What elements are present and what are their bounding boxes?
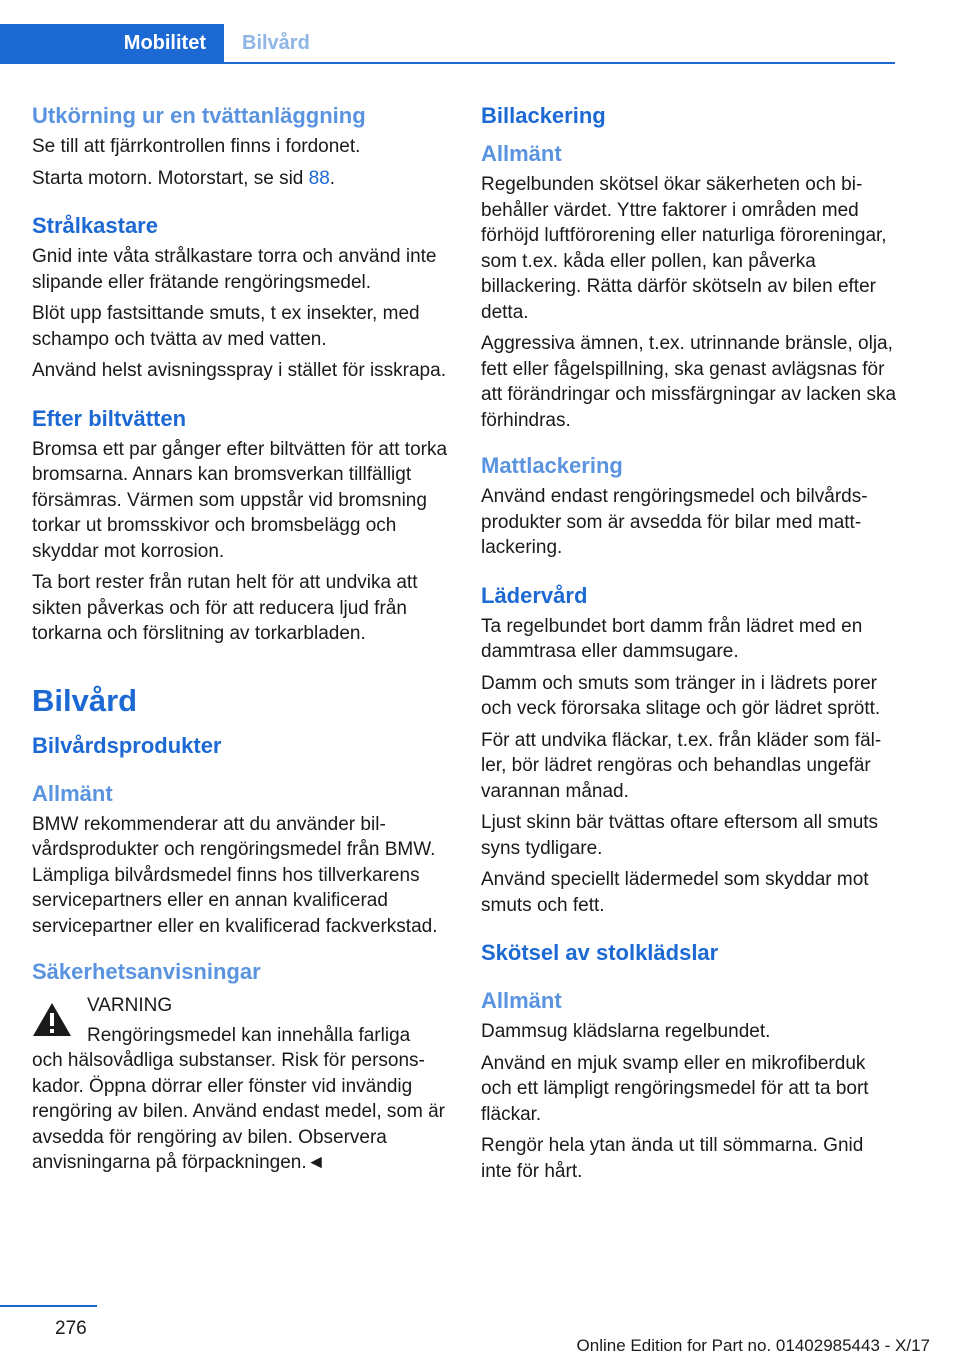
tab-mobilitet[interactable]: Mobilitet: [0, 24, 224, 62]
heading-bilvardsprodukter: Bilvårdsprodukter: [32, 732, 222, 758]
paragraph: Bromsa ett par gånger efter biltvätten för att torka bromsarna. Annars kan bromsverkan tillfälligt försämras. Värmen som uppstår vid bromsning torkar ut bromsskivor och bromsbelägg och skyddar mot korrosion.: [32, 438, 448, 562]
paragraph: Rengör hela ytan ända ut till sömmarna. Gnid inte för hårt.: [481, 1135, 864, 1182]
footer-rule: [0, 1305, 97, 1307]
footer-edition: Online Edition for Part no. 01402985443 - X/17: [576, 1336, 930, 1355]
subheading-allmant: Allmänt: [481, 141, 562, 166]
paragraph: Använd speciellt lädermedel som skyddar mot smuts och fett.: [481, 869, 869, 916]
left-column: [32, 101, 448, 1176]
warning-text: [32, 1023, 448, 1176]
heading-sakerhetsanvisningar: Säkerhetsanvisningar: [32, 959, 261, 984]
paragraph: Gnid inte våta strålkastare torra och använd inte slipande eller frätande rengöringsmedel.: [32, 246, 437, 293]
paragraph: Använd en mjuk svamp eller en mikrofiberduk och ett lämpligt rengöringsmedel för att ta bort fläckar.: [481, 1052, 869, 1125]
paragraph: Regelbunden skötsel ökar säkerheten och bibehåller värdet. Yttre faktorer i områden med förhöjd luftförorening eller naturliga föroreningar, som t.ex. kåda eller pollen, kan påverka billackering. Rätta därför skötseln av bilen efter detta.: [481, 174, 887, 323]
heading-lädervard: Lädervård: [481, 582, 588, 608]
paragraph: Damm och smuts som tränger in i lädrets porer och veck förorsaka slitage och gör lädret sprött.: [481, 672, 881, 719]
tab-bilvard[interactable]: Bilvård: [242, 32, 310, 54]
chapter-title: Bilvård: [32, 682, 138, 718]
page-link-88[interactable]: 88: [308, 167, 330, 189]
subheading-allmant: Allmänt: [32, 780, 113, 806]
paragraph: Ta bort rester från rutan helt för att undvika att sikten påverkas och för att reducera ljud från torkarna och förslitning av torkarbladen.: [32, 572, 418, 644]
page-number: 276: [55, 1318, 87, 1339]
paragraph: För att undvika fläckar, t.ex. från kläder som fäller, bör lädret rengöras och behandlas ungefär varannan månad.: [481, 729, 882, 802]
paragraph: Ta regelbundet bort damm från lädret med en dammtrasa eller dammsugare.: [481, 615, 863, 662]
heading-billackering: Billackering: [481, 103, 606, 128]
subheading-allmant: Allmänt: [481, 988, 562, 1013]
heading-stralkastare: Strålkastare: [32, 213, 158, 238]
paragraph: Dammsug klädslarna regelbundet.: [481, 1021, 771, 1042]
paragraph: Aggressiva ämnen, t.ex. utrinnande bränsle, olja, fett eller fågelspillning, ska genast avlägsnas för att förändringar och missfärgningar av lacken ska förhindras.: [481, 333, 897, 431]
subheading-mattlackering: Mattlackering: [481, 453, 623, 478]
paragraph: Blöt upp fastsittande smuts, t ex insekter, med schampo och tvätta av med vatten.: [32, 303, 420, 350]
paragraph-engine-start: [32, 166, 448, 192]
right-column: [481, 101, 897, 1190]
paragraph: BMW rekommenderar att du använder bilvårdsprodukter och rengöringsmedel från BMW. Lämpliga bilvårdsmedel finns hos tillverkarens servicepartners eller en annan kvalificerad servicepartner eller en kvalificerad fackverkstad.: [32, 813, 438, 937]
heading-utkorning: Utkörning ur en tvättanläggning: [32, 103, 366, 128]
warning-rest: och hälsovådliga substanser. Risk för personskador. Öppna dörrar eller fönster vid invändig rengöring av bilen. Använd endast medel, som är avsedda för rengöring av bilen. Observera anvisningarna på förpackningen.◄: [32, 1050, 445, 1173]
paragraph: Ljust skinn bär tvättas oftare eftersom all smuts syns tydligare.: [481, 812, 879, 859]
warning-line1: Rengöringsmedel kan innehålla farliga: [87, 1024, 411, 1046]
text: .: [329, 167, 336, 189]
warning-triangle-icon: [32, 1001, 72, 1037]
heading-efter-biltvatten: Efter biltvätten: [32, 405, 187, 431]
paragraph: Se till att fjärrkontrollen finns i fordonet.: [32, 136, 361, 157]
text: Starta motorn. Motorstart, se sid: [32, 167, 309, 189]
paragraph: Använd helst avisningsspray i stället för isskrapa.: [32, 360, 446, 381]
warning-box: [32, 993, 448, 1176]
header-tabbar: [0, 24, 895, 64]
heading-stolkladslar: Skötsel av stolklädslar: [481, 940, 719, 965]
warning-title: VARNING: [87, 995, 173, 1016]
paragraph: Använd endast rengöringsmedel och bilvårdsprodukter som är avsedda för bilar med mattlackering.: [481, 486, 868, 558]
